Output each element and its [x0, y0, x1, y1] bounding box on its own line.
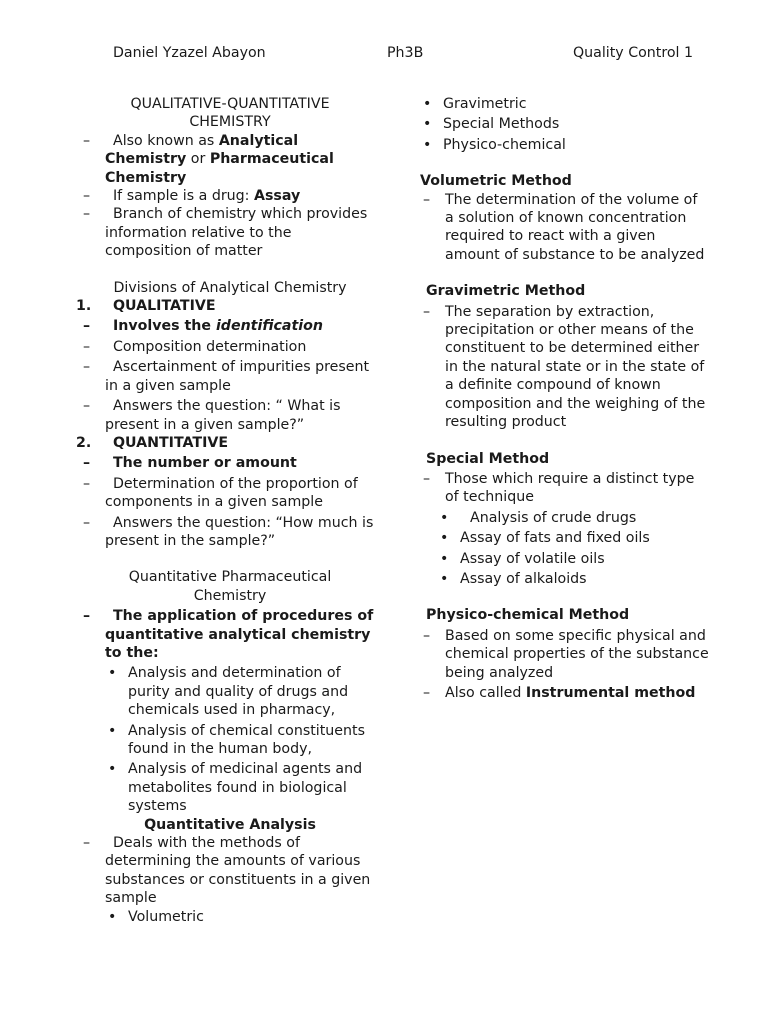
bullet-item: • Analysis and determination of purity and quality of drugs and chemicals used in pharmacy, — [105, 664, 380, 719]
bullet-item: • Analysis of crude drugs — [437, 509, 710, 527]
list-item: – Answers the question: “How much is present in the sample?” — [80, 514, 380, 551]
list-item: – The separation by extraction, precipitation or other means of the constituent to be determined either in the natural state or in the state of a definite compound of known composition and the weighing of the resulting product — [420, 303, 710, 432]
list-item: – The number or amount — [80, 454, 380, 472]
list-item: – Also called Instrumental method — [420, 684, 710, 702]
list-item: – Based on some specific physical and chemical properties of the substance being analyzed — [420, 627, 710, 682]
qpc-heading: Quantitative Pharmaceutical Chemistry — [128, 569, 332, 604]
qa-heading: Quantitative Analysis — [144, 816, 316, 833]
list-item: – The determination of the volume of a solution of known concentration required to react with a given amount of substance to be analyzed — [420, 191, 710, 265]
bullet-item: • Special Methods — [420, 115, 710, 133]
bullet-item: • Assay of fats and fixed oils — [437, 529, 710, 547]
list-item: – Answers the question: “ What is present in a given sample?” — [80, 397, 380, 434]
bullet-item: • Volumetric — [105, 908, 380, 926]
numbered-heading: 1. QUALITATIVE — [76, 298, 216, 315]
section-heading: Gravimetric Method — [426, 283, 586, 300]
section-heading: Special Method — [426, 450, 550, 467]
bullet-item: • Assay of volatile oils — [437, 550, 710, 568]
section-heading: Volumetric Method — [420, 173, 572, 190]
bullet-item: • Gravimetric — [420, 95, 710, 113]
list-item: – Deals with the methods of determining the amounts of various substances or constituents in a given sample — [80, 834, 380, 908]
section-heading: Physico-chemical Method — [426, 607, 630, 624]
list-item: – Branch of chemistry which provides information relative to the composition of matter — [80, 205, 380, 260]
numbered-heading: 2. QUANTITATIVE — [76, 434, 229, 451]
bullet-item: • Analysis of medicinal agents and metabolites found in biological systems — [105, 760, 380, 815]
bullet-item: • Physico-chemical — [420, 136, 710, 154]
bullet-item: • Assay of alkaloids — [437, 570, 710, 588]
bullet-item: • Analysis of chemical constituents found in the human body, — [105, 722, 380, 759]
divisions-heading: Divisions of Analytical Chemistry — [113, 279, 347, 296]
list-item: – Also known as Analytical Chemistry or Pharmaceutical Chemistry — [80, 132, 380, 187]
left-column — [76, 95, 380, 926]
list-item: – Ascertainment of impurities present in a given sample — [80, 358, 380, 395]
main-title: QUALITATIVE-QUANTITATIVE CHEMISTRY — [130, 96, 330, 131]
list-item: – Involves the identification — [80, 317, 380, 335]
list-item: – Determination of the proportion of components in a given sample — [80, 475, 380, 512]
list-item: – If sample is a drug: Assay — [80, 187, 380, 205]
list-item: – Composition determination — [80, 338, 380, 356]
author-name: Daniel Yzazel Abayon — [113, 45, 266, 61]
list-item: – Those which require a distinct type of technique — [420, 470, 710, 507]
subject-title: Quality Control 1 — [573, 45, 694, 61]
course-code: Ph3B — [387, 45, 424, 61]
list-item: – The application of procedures of quantitative analytical chemistry to the: — [80, 607, 380, 662]
right-column — [420, 95, 710, 702]
